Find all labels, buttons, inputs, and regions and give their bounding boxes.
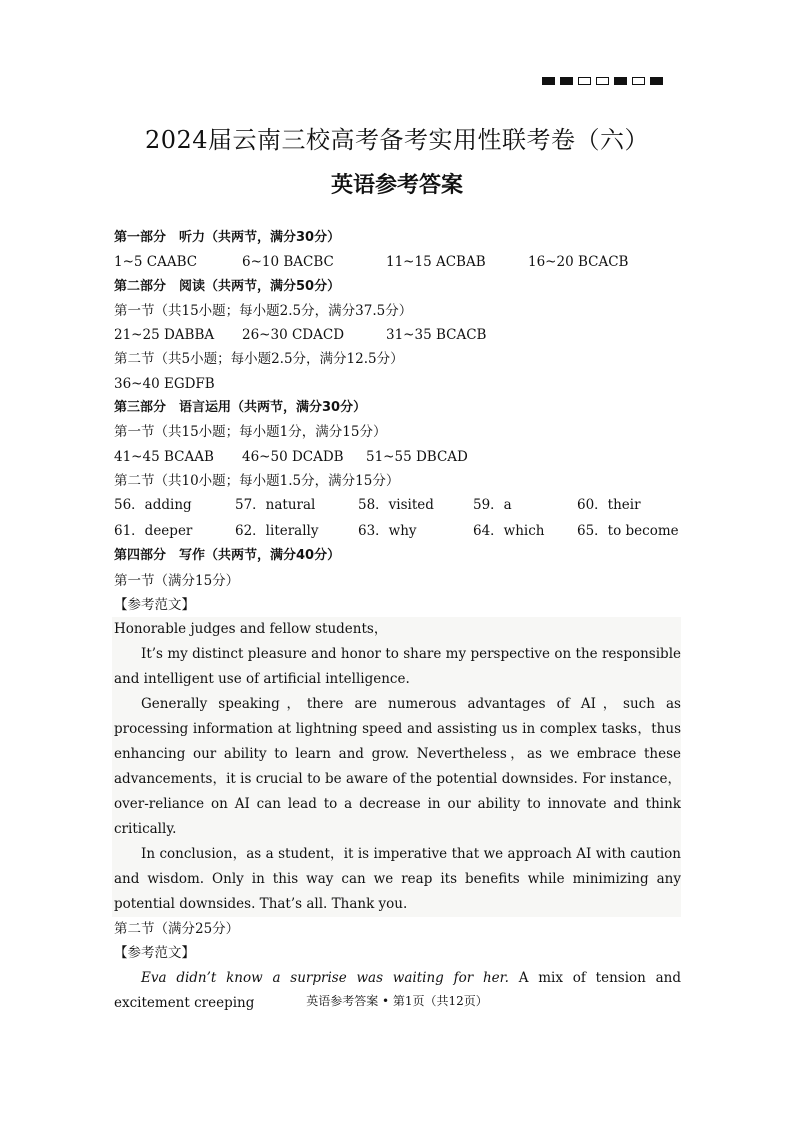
- part3-sec2-heading: 第二节（共10小题；每小题1.5分，满分15分）: [114, 472, 400, 489]
- part4-sec1-heading: 第一节（满分15分）: [114, 572, 240, 589]
- essay-paragraph: In conclusion，as a student，it is imperative that we approach AI with caution and wisdom. Only in this way can we reap its benefits while minimizing any potential downsides. That’s all. Thank you.: [114, 846, 681, 913]
- answer-item: 62．literally: [235, 522, 319, 539]
- answer-item: 59．a: [473, 497, 512, 514]
- answer-group: 6~10 BACBC: [242, 254, 334, 271]
- answer-item: 63．why: [358, 522, 417, 539]
- page-footer: 英语参考答案 • 第1页（共12页）: [306, 994, 488, 1008]
- answer-group: 31~35 BCACB: [386, 327, 487, 344]
- answer-group: 41~45 BCAAB: [114, 448, 214, 465]
- answer-item: 61．deeper: [114, 522, 193, 539]
- part3-sec2-answer-row: [114, 493, 681, 519]
- answer-item: 64．which: [473, 522, 545, 539]
- sample-essay-label: 【参考范文】: [114, 945, 195, 962]
- answer-content: [114, 226, 681, 1016]
- code-mark: [632, 77, 645, 85]
- part2-sec1-heading: 第一节（共15小题；每小题2.5分，满分37.5分）: [114, 302, 413, 319]
- answer-group: 21~25 DABBA: [114, 327, 215, 344]
- code-mark: [542, 77, 555, 85]
- essay-paragraph: It’s my distinct pleasure and honor to share my perspective on the responsible and intelligent use of artificial intelligence.: [114, 646, 681, 688]
- answer-item: 58．visited: [358, 497, 434, 514]
- part1-answer-row: [114, 250, 681, 274]
- part1-heading: 第一部分 听力（共两节，满分30分）: [114, 230, 341, 245]
- part4-sec2-heading: 第二节（满分25分）: [114, 921, 240, 938]
- part3-sec1-heading: 第一节（共15小题；每小题1分，满分15分）: [114, 424, 387, 441]
- document-subtitle: 英语参考答案: [330, 173, 463, 198]
- essay-greeting: Honorable judges and fellow students，: [114, 621, 388, 638]
- code-mark: [650, 77, 663, 85]
- answer-group: 1~5 CAABC: [114, 254, 198, 271]
- answer-item: 60．their: [577, 497, 641, 514]
- essay-continuation-text: A mix of tension and excitement creeping: [114, 969, 682, 1011]
- essay-paragraph: Generally speaking，there are numerous advantages of AI，such as processing information at lightning speed and assisting us in complex tasks，thus enhancing our ability to learn and grow. Nevertheless，as we embrace these advancements，it is crucial to be aware of the potential downsides. For instance，over-reliance on AI can lead to a decrease in our ability to innovate and think critically.: [114, 696, 681, 838]
- answer-group: 36~40 EGDFB: [114, 375, 215, 392]
- answer-group: 51~55 DBCAD: [366, 448, 468, 465]
- essay-italic-opening: Eva didn’t know a surprise was waiting for her.: [141, 969, 509, 986]
- part3-heading: 第三部分 语言运用（共两节，满分30分）: [114, 400, 367, 416]
- code-mark: [596, 77, 609, 85]
- answer-group: 26~30 CDACD: [242, 327, 345, 344]
- part2-heading: 第二部分 阅读（共两节，满分50分）: [114, 278, 341, 294]
- part4-heading: 第四部分 写作（共两节，满分40分）: [114, 548, 341, 564]
- answer-item: 56．adding: [114, 497, 192, 514]
- part2-sec1-answer-row: [114, 323, 681, 347]
- part2-sec2-heading: 第二节（共5小题；每小题2.5分，满分12.5分）: [114, 351, 404, 368]
- document-title: 2024届云南三校高考备考实用性联考卷（六）: [144, 126, 650, 154]
- sample-essay-label: 【参考范文】: [114, 596, 195, 613]
- answer-group: 16~20 BCACB: [528, 254, 629, 271]
- code-mark: [578, 77, 591, 85]
- part3-sec1-answer-row: [114, 445, 681, 469]
- answer-item: 57．natural: [235, 497, 316, 514]
- code-mark: [560, 77, 573, 85]
- part2-sec2-answer-row: [114, 372, 681, 396]
- answer-group: 46~50 DCADB: [242, 448, 344, 465]
- sample-essay-1: [112, 617, 681, 917]
- part3-sec2-answer-row: [114, 519, 681, 545]
- answer-item: 65．to become: [577, 522, 679, 539]
- page-code-marks: [542, 77, 663, 85]
- answer-group: 11~15 ACBAB: [386, 254, 486, 271]
- code-mark: [614, 77, 627, 85]
